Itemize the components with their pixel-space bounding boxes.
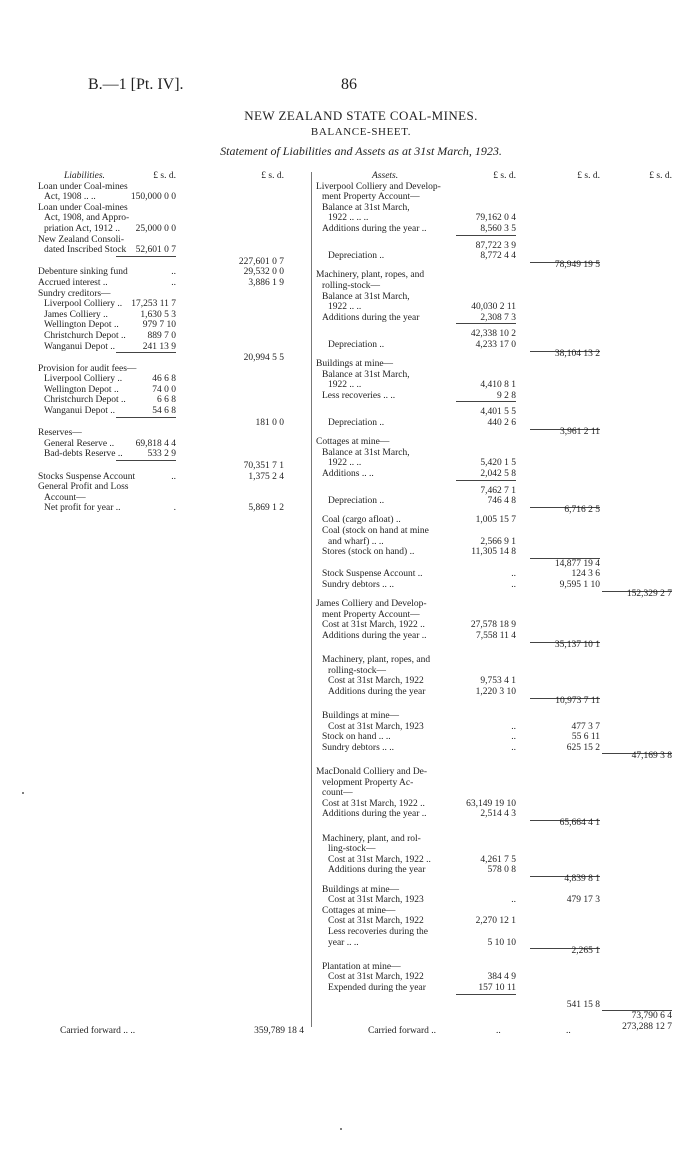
assets-row [316,895,672,906]
assets-amount-c2: 625 15 2 [566,742,600,753]
liabilities-row-label: Account— [44,492,86,503]
assets-amount-c1: 8,772 4 4 [480,251,516,262]
assets-row-label: Additions during the year [328,865,426,876]
assets-row-label: Cost at 31st March, 1922 .. [322,798,425,809]
rule-row [316,235,672,236]
liabilities-row [38,395,308,406]
assets-row [316,666,672,677]
assets-row-label: Stock Suspense Account .. [322,569,423,580]
liabilities-row [38,267,308,278]
assets-row-label: Depreciation .. [328,251,385,262]
document-title: NEW ZEALAND STATE COAL-MINES. [244,108,478,123]
assets-amount-c2: 6,716 2 5 [564,504,600,515]
assets-amount-c1: 2,514 4 3 [480,809,516,820]
assets-row-label: Cost at 31st March, 1922 .. [322,620,425,631]
assets-row-label: Stores (stock on hand) .. [322,547,415,558]
assets-row [316,407,672,418]
assets-amount-c3: 152,329 2 7 [626,588,672,599]
liabilities-heading-row [38,171,308,182]
liabilities-row [38,385,308,396]
assets-amount-c2: 3,961 2 11 [559,426,600,437]
assets-row-label: rolling-stock— [328,665,387,676]
assets-amount-c1: .. [511,579,516,590]
rule-row [316,401,672,402]
liabilities-amount-c1: 150,000 0 0 [130,192,176,203]
assets-amount-c1: .. [511,569,516,580]
assets-amount-c2: 477 3 7 [571,721,600,732]
assets-row-label: Less recoveries .. .. [322,390,396,401]
liabilities-row [38,245,308,256]
assets-amount-c2: 479 17 3 [566,895,600,906]
liabilities-amount-c2: 5,869 1 2 [248,503,284,514]
assets-amount-c1: 9 2 8 [497,390,516,401]
assets-row-label: ment Property Account— [322,609,420,620]
assets-column [316,171,672,1032]
margin-mark [340,1128,342,1130]
liabilities-row [38,213,308,224]
assets-amount-c1: 157 10 11 [478,982,516,993]
assets-row-label: Coal (cargo afloat) .. [322,515,401,526]
assets-row-label: Depreciation .. [328,496,385,507]
assets-row [316,1000,672,1011]
assets-row-label: Additions during the year .. [322,630,427,641]
liabilities-amount-c1: 241 13 9 [142,341,176,352]
statement-heading: Statement of Liabilities and Assets as at 31st March, 1923. [220,144,502,158]
assets-row-label: Balance at 31st March, [322,291,410,302]
assets-row [316,359,672,370]
assets-amount-c1: 5,420 1 5 [480,458,516,469]
assets-amount-c1: 87,722 3 9 [475,240,516,251]
assets-row [316,767,672,778]
assets-row [316,370,672,381]
sum-rule [456,323,516,324]
liabilities-row-label: Act, 1908, and Appro- [44,213,130,224]
assets-amount-c1: 11,305 14 8 [471,547,516,558]
liabilities-row [38,353,308,364]
assets-row-label: Machinery, plant, ropes, and [316,270,425,281]
assets-heading: Assets. [372,171,399,181]
liabilities-carried-forward-label: Carried forward .. .. [60,1026,136,1036]
liabilities-amount-c2: 1,375 2 4 [248,471,284,482]
assets-row [316,855,672,866]
assets-row-label: Cost at 31st March, 1922 [328,676,424,687]
assets-row [316,448,672,459]
sum-rule [456,480,516,481]
assets-row [316,655,672,666]
assets-row [316,818,672,829]
assets-row [316,213,672,224]
assets-amount-c2: 35,137 10 1 [554,639,600,650]
assets-amount-c1: .. [511,895,516,906]
assets-heading-row [316,171,672,182]
assets-row [316,526,672,537]
liabilities-row [38,257,308,268]
liabilities-row-label: James Colliery .. [44,309,108,320]
assets-row [316,946,672,957]
document-subtitle: BALANCE-SHEET. [310,126,412,138]
assets-row [316,676,672,687]
liabilities-row-label: New Zealand Consoli- [38,234,125,245]
liabilities-row [38,406,308,417]
assets-amount-c1: 7,558 11 4 [475,630,516,641]
assets-row [316,778,672,789]
assets-row [316,834,672,845]
liabilities-row [38,320,308,331]
assets-row-label: Sundry debtors .. .. [322,579,395,590]
assets-row [316,505,672,516]
liabilities-row-label: Bad-debts Reserve .. [44,449,123,460]
assets-row-label: Additions during the year [322,312,420,323]
assets-row [316,620,672,631]
assets-amount-c2: 4,839 8 1 [564,874,600,884]
assets-row-label: Depreciation .. [328,339,385,350]
liabilities-amount-c1: 889 7 0 [147,330,176,341]
assets-row [316,192,672,203]
assets-row-label: Stock on hand .. .. [322,732,391,743]
liabilities-row [38,224,308,235]
liabilities-row-label: Liverpool Colliery .. [44,299,123,310]
assets-row-label: Additions during the year .. [322,223,427,234]
assets-row-label: Coal (stock on hand at mine [322,526,429,536]
liabilities-row-label: Reserves— [38,428,82,439]
liabilities-amount-c1: 533 2 9 [147,449,176,460]
assets-amount-c1: 7,462 7 1 [480,485,516,496]
assets-row-label: 1922 .. .. [328,302,362,313]
liabilities-row-label: Debenture sinking fund [38,267,128,278]
assets-row-label: and wharf) .. .. [328,536,384,547]
liabilities-row-label: Wellington Depot .. [44,320,119,331]
assets-row-label: Cost at 31st March, 1922 [328,972,424,983]
assets-row-label: Additions during the year .. [322,809,427,820]
assets-row [316,469,672,480]
liabilities-row [38,299,308,310]
margin-mark [22,792,24,794]
liabilities-amount-c2: 181 0 0 [255,417,284,428]
assets-row-label: Cost at 31st March, 1922 [328,916,424,927]
assets-row-label: 1922 .. .. [328,380,362,391]
assets-row [316,486,672,497]
assets-amount-c1: 8,560 3 5 [480,223,516,234]
liabilities-row-label: Christchurch Depot .. [44,395,126,406]
assets-row-label: Cottages at mine— [322,905,396,916]
liabilities-row-label: General Reserve .. [44,438,115,449]
assets-amount-c1: 1,005 15 7 [475,515,516,526]
assets-row [316,610,672,621]
liabilities-amount-c1: 54 6 8 [152,406,176,417]
assets-row [316,302,672,313]
assets-row [316,329,672,340]
assets-amount-c2: 541 15 8 [566,999,600,1010]
assets-amount-c2: 65,664 4 1 [559,818,600,829]
assets-row [316,640,672,651]
liabilities-amount-c2: 29,532 0 0 [243,267,284,278]
assets-row [316,292,672,303]
liabilities-row [38,449,308,460]
liabilities-column-head: £ s. d. [261,171,284,181]
liabilities-amount-c2: 227,601 0 7 [238,256,284,267]
liabilities-amount-c1: 46 6 8 [152,374,176,385]
assets-row [316,559,672,570]
assets-amount-c3: 47,169 3 8 [631,751,672,762]
assets-amount-c2: 10,973 7 11 [555,695,600,706]
assets-row [316,874,672,885]
assets-row [316,537,672,548]
liabilities-row [38,203,308,214]
sum-rule [456,401,516,402]
assets-amount-c1: 1,220 3 10 [475,686,516,697]
assets-row [316,1011,672,1022]
assets-amount-c2: 124 3 6 [571,569,600,580]
assets-row [316,458,672,469]
assets-amount-c1: .. [511,721,516,732]
liabilities-row-label: priation Act, 1912 .. [44,223,120,234]
assets-row-label: Balance at 31st March, [322,369,410,380]
liabilities-column-head: £ s. d. [153,171,176,181]
liabilities-row-label: Act, 1908 .. .. [44,192,96,203]
liabilities-row [38,493,308,504]
assets-carried-forward-dots: .. [496,1026,501,1036]
assets-amount-c1: 5 10 10 [487,937,516,948]
liabilities-row-label: Christchurch Depot .. [44,330,126,341]
assets-row [316,799,672,810]
assets-row [316,885,672,896]
assets-row [316,696,672,707]
assets-amount-c1: 9,753 4 1 [480,676,516,687]
rule-row [316,323,672,324]
assets-row-label: Depreciation .. [328,418,385,429]
liabilities-row [38,289,308,300]
assets-row [316,788,672,799]
liabilities-amount-c1: 69,818 4 4 [135,438,176,449]
assets-amount-c2: 78,949 19 5 [554,259,600,270]
assets-column-head: £ s. d. [649,171,672,181]
liabilities-carried-forward-amount: 359,789 18 4 [254,1026,304,1036]
assets-row [316,182,672,193]
assets-row-label: Buildings at mine— [322,884,400,895]
liabilities-amount-c2: 20,994 5 5 [243,353,284,364]
assets-row-label: 1922 .. .. .. [328,213,369,224]
assets-amount-c1: 4,401 5 5 [480,407,516,418]
assets-row-label: Balance at 31st March, [322,202,410,213]
assets-row [316,751,672,762]
assets-row [316,203,672,214]
assets-amount-c1: 4,410 8 1 [480,380,516,391]
liabilities-row-label: Provision for audit fees— [38,363,137,374]
liabilities-amount-c1: 979 7 10 [142,320,176,331]
assets-amount-c1: 578 0 8 [487,865,516,876]
liabilities-row-label: Net profit for year .. [44,503,121,514]
assets-row [316,906,672,917]
assets-row [316,916,672,927]
assets-amount-c1: 27,578 18 9 [470,620,516,631]
liabilities-row-label: Accrued interest .. [38,277,108,288]
assets-amount-c3: 273,288 12 7 [622,1021,672,1032]
assets-row-label: Cost at 31st March, 1923 [328,895,424,906]
liabilities-amount-c1: .. [171,277,176,288]
assets-row-label: Buildings at mine— [316,359,394,370]
assets-row-label: year .. .. [328,937,359,948]
assets-row-label: Less recoveries during the [328,926,428,937]
assets-row-label: Cost at 31st March, 1923 [328,721,424,732]
assets-row [316,437,672,448]
assets-row [316,260,672,271]
liabilities-amount-c2: 3,886 1 9 [248,277,284,288]
assets-row [316,391,672,402]
assets-amount-c1: .. [511,742,516,753]
assets-row [316,732,672,743]
assets-row-label: Cottages at mine— [316,437,390,448]
page-number: 86 [341,76,357,93]
assets-amount-c1: 2,308 7 3 [480,312,516,323]
liabilities-row [38,192,308,203]
assets-row-label: Cost at 31st March, 1922 .. [328,854,431,865]
assets-amount-c1: 63,149 19 10 [466,798,516,809]
page-reference: B.—1 [Pt. IV]. [88,76,184,93]
assets-row [316,224,672,235]
liabilities-amount-c1: 74 0 0 [152,384,176,395]
liabilities-row [38,182,308,193]
liabilities-amount-c1: 6 6 8 [157,395,176,406]
liabilities-row [38,482,308,493]
assets-row [316,569,672,580]
assets-amount-c1: 79,162 0 4 [475,213,516,224]
assets-amount-c1: 384 4 9 [487,972,516,983]
liabilities-row [38,310,308,321]
assets-carried-forward-dots-2: .. [566,1026,571,1036]
assets-row-label: rolling-stock— [322,280,381,291]
liabilities-row [38,439,308,450]
liabilities-amount-c2: 70,351 7 1 [243,461,284,472]
assets-amount-c1: 2,270 12 1 [475,916,516,927]
liabilities-row [38,428,308,439]
liabilities-row-label: Loan under Coal-mines [38,181,128,192]
sum-rule [456,994,516,995]
liabilities-row [38,472,308,483]
assets-row [316,983,672,994]
assets-row-label: ment Property Account— [322,192,420,203]
liabilities-row [38,461,308,472]
assets-row [316,380,672,391]
liabilities-amount-c1: 1,630 5 3 [140,309,176,320]
assets-amount-c1: 40,030 2 11 [471,302,516,313]
assets-row [316,962,672,973]
assets-row-label: Sundry debtors .. .. [322,742,395,753]
assets-row-label: MacDonald Colliery and De- [316,767,428,778]
liabilities-row-label: General Profit and Loss [38,482,129,493]
assets-amount-c1: 4,261 7 5 [480,854,516,865]
assets-amount-c1: 2,042 5 8 [480,469,516,480]
rule-row [316,994,672,995]
assets-row [316,241,672,252]
assets-amount-c1: .. [511,732,516,743]
assets-row [316,722,672,733]
assets-row-label: Additions .. .. [322,469,374,480]
rule-row [316,480,672,481]
liabilities-row [38,342,308,353]
assets-row [316,281,672,292]
assets-row-label: Machinery, plant, ropes, and [322,655,431,666]
assets-row-label: ling-stock— [328,844,376,855]
liabilities-amount-c1: .. [171,267,176,278]
assets-row [316,711,672,722]
assets-amount-c1: 440 2 6 [487,418,516,429]
assets-row-label: Liverpool Colliery and Develop- [316,181,441,192]
assets-row-label: count— [322,788,353,799]
column-divider [311,172,312,1027]
assets-row-label: James Colliery and Develop- [316,599,427,610]
assets-amount-c1: 4,233 17 0 [475,339,516,350]
sum-rule [456,235,516,236]
assets-amount-c2: 55 6 11 [571,732,600,743]
assets-row-label: Expended during the year [328,982,426,993]
assets-row [316,844,672,855]
assets-amount-c2: 9,595 1 10 [559,579,600,590]
assets-carried-forward-label: Carried forward .. [368,1026,437,1036]
liabilities-amount-c1: .. [171,471,176,482]
assets-amount-c2: 14,877 19 4 [554,558,600,569]
assets-row [316,547,672,558]
assets-column-head: £ s. d. [493,171,516,181]
assets-row [316,589,672,600]
assets-row [316,313,672,324]
assets-row-label: velopment Property Ac- [322,777,414,788]
liabilities-column [38,171,308,514]
liabilities-row [38,374,308,385]
liabilities-row-label: Sundry creditors— [38,288,111,299]
liabilities-row [38,364,308,375]
liabilities-row-label: dated Inscribed Stock [44,245,127,256]
assets-amount-c3: 73,790 6 4 [631,1011,672,1022]
liabilities-row-label: Loan under Coal-mines [38,202,128,213]
liabilities-row-label: Stocks Suspense Account [38,471,136,482]
assets-amount-c1: 2,566 9 1 [480,536,516,547]
assets-row-label: Buildings at mine— [322,711,400,722]
liabilities-heading: Liabilities. [64,171,105,181]
assets-column-head: £ s. d. [577,171,600,181]
liabilities-row-label: Liverpool Colliery .. [44,374,123,385]
liabilities-row [38,418,308,429]
assets-row [316,927,672,938]
liabilities-row [38,503,308,514]
assets-row [316,427,672,438]
liabilities-row-label: Wanganui Depot .. [44,406,115,417]
assets-row [316,515,672,526]
liabilities-row [38,331,308,342]
assets-row [316,349,672,360]
liabilities-row [38,278,308,289]
assets-amount-c2: 2,265 1 [571,946,600,957]
assets-row-label: Plantation at mine— [322,961,401,972]
assets-row [316,599,672,610]
assets-row-label: 1922 .. .. [328,458,362,469]
assets-row-label: Additions during the year [328,686,426,697]
assets-amount-c1: 746 4 8 [487,496,516,507]
liabilities-row [38,235,308,246]
assets-row-label: Balance at 31st March, [322,447,410,458]
assets-amount-c1: 42,338 10 2 [470,329,516,340]
liabilities-amount-c1: . [173,503,176,514]
liabilities-amount-c1: 25,000 0 0 [135,223,176,234]
liabilities-amount-c1: 52,601 0 7 [135,245,176,256]
assets-row [316,972,672,983]
assets-row [316,270,672,281]
assets-amount-c2: 38,104 13 2 [554,348,600,359]
assets-row-label: Machinery, plant, and rol- [322,833,421,844]
liabilities-row-label: Wellington Depot .. [44,384,119,395]
liabilities-amount-c1: 17,253 11 7 [131,299,176,310]
liabilities-row-label: Wanganui Depot .. [44,341,115,352]
